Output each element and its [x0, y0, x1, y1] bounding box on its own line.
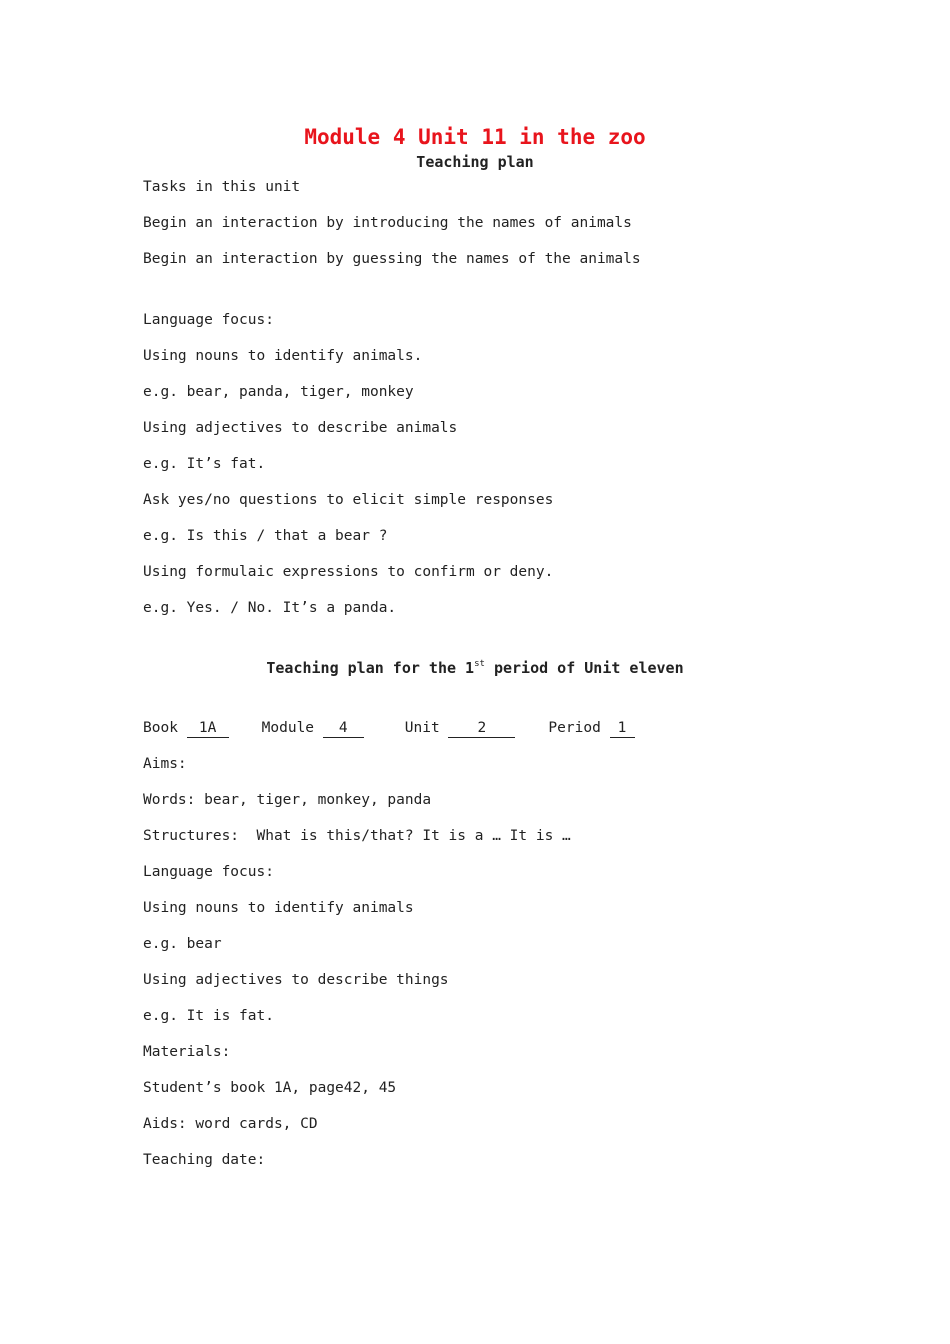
intro-line: Language focus:: [143, 312, 274, 328]
plan-line: Materials:: [143, 1044, 231, 1060]
period-heading-sup: st: [474, 659, 485, 669]
module-label: Module: [261, 720, 323, 736]
plan-line: Aids: word cards, CD: [143, 1116, 318, 1132]
plan-line: Using adjectives to describe things: [143, 972, 449, 988]
plan-line: e.g. bear: [143, 936, 222, 952]
intro-line: Tasks in this unit: [143, 179, 301, 195]
module-value: 4: [323, 719, 364, 738]
period-heading: [0, 658, 950, 678]
document-title: Module 4 Unit 11 in the zoo: [304, 125, 646, 149]
intro-line: Begin an interaction by introducing the names of animals: [143, 215, 632, 231]
unit-value: 2: [448, 719, 515, 738]
plan-line: Aims:: [143, 756, 187, 772]
intro-line: e.g. Yes. / No. It’s a panda.: [143, 600, 397, 616]
period-heading-after: period of Unit eleven: [484, 659, 684, 677]
intro-line: Begin an interaction by guessing the names of the animals: [143, 251, 641, 267]
intro-line: e.g. bear, panda, tiger, monkey: [143, 384, 414, 400]
plan-line: Using nouns to identify animals: [143, 900, 414, 916]
period-heading-before: Teaching plan for the 1: [266, 659, 475, 677]
meta-row: [143, 718, 635, 738]
period-value: 1: [610, 719, 635, 738]
intro-line: e.g. It’s fat.: [143, 456, 266, 472]
intro-line: Using formulaic expressions to confirm or deny.: [143, 564, 554, 580]
plan-line: Words: bear, tiger, monkey, panda: [143, 792, 432, 808]
book-value: 1A: [187, 719, 229, 738]
plan-line: Student’s book 1A, page42, 45: [143, 1080, 397, 1096]
period-label: Period: [548, 720, 610, 736]
intro-line: Ask yes/no questions to elicit simple responses: [143, 492, 554, 508]
unit-label: Unit: [404, 720, 449, 736]
plan-line: e.g. It is fat.: [143, 1008, 274, 1024]
book-label: Book: [143, 720, 187, 736]
plan-line: Teaching date:: [143, 1152, 266, 1168]
plan-line: Structures: What is this/that? It is a … It is …: [143, 828, 571, 844]
intro-line: e.g. Is this / that a bear ?: [143, 528, 388, 544]
intro-line: Using nouns to identify animals.: [143, 348, 423, 364]
document-subtitle: Teaching plan: [416, 153, 534, 171]
plan-line: Language focus:: [143, 864, 274, 880]
intro-line: Using adjectives to describe animals: [143, 420, 458, 436]
